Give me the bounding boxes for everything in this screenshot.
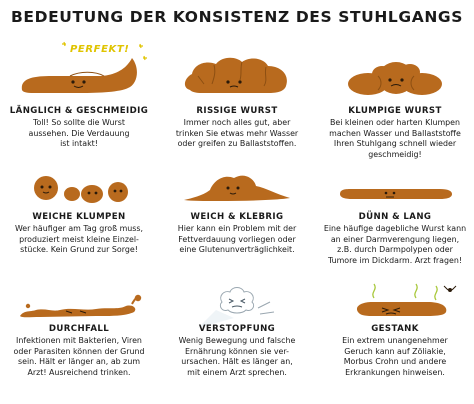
- item-label: WEICH & KLEBRIG: [190, 212, 284, 222]
- item-description: Wer häufiger am Tag groß muss, produziert meist kleine Einzel- stücke. Kein Grund zur Sorge!: [14, 224, 144, 255]
- perfekt-badge: PERFEKT!: [70, 44, 130, 55]
- illustration-long-smooth: [0, 38, 158, 100]
- item-label: LÄNGLICH & GESCHMEIDIG: [9, 106, 149, 116]
- item-label: DURCHFALL: [48, 324, 110, 334]
- item-verstopfung: [158, 276, 316, 398]
- item-label: VERSTOPFUNG: [198, 324, 276, 334]
- item-description: Ein extrem unangenehmer Geruch kann auf Zöliakie, Morbus Crohn und andere Erkrankungen hinweisen.: [342, 336, 448, 377]
- item-label: GESTANK: [371, 324, 419, 334]
- illustration-lumpy: [316, 38, 474, 100]
- item-description: Bei kleinen oder harten Klumpen machen Wasser und Ballaststoffe Ihren Stuhlgang schnell wieder geschmeidig!: [329, 118, 461, 159]
- item-weich-klebrig: [158, 160, 316, 282]
- item-gestank: [316, 276, 474, 398]
- item-description: Hier kann ein Problem mit der Fettverdauung vorliegen oder eine Glutenunverträglichkeit.: [177, 224, 297, 255]
- item-rissige-wurst: [158, 38, 316, 160]
- item-durchfall: [0, 276, 158, 398]
- item-klumpige-wurst: [316, 38, 474, 160]
- illustration-cracked: [158, 38, 316, 100]
- item-duenn-lang: [316, 160, 474, 282]
- item-laenglich-geschmeidig: [0, 38, 158, 160]
- item-label: KLUMPIGE WURST: [348, 106, 442, 116]
- item-description: Immer noch alles gut, aber trinken Sie etwas mehr Wasser oder greifen zu Ballaststoffen.: [175, 118, 299, 149]
- item-label: DÜNN & LANG: [358, 212, 432, 222]
- page-title: BEDEUTUNG DER KONSISTENZ DES STUHLGANGS: [11, 8, 463, 26]
- item-weiche-klumpen: [0, 160, 158, 282]
- item-description: Wenig Bewegung und falsche Ernährung können sie ver- ursachen. Hält es länger an, mit einem Arzt sprechen.: [178, 336, 296, 377]
- item-label: WEICHE KLUMPEN: [32, 212, 126, 222]
- item-label: RISSIGE WURST: [196, 106, 278, 116]
- item-description: Infektionen mit Bakterien, Viren oder Parasiten können der Grund sein. Hält er länger an, ab zum Arzt! Ausreichend trinken.: [13, 336, 145, 377]
- item-description: Eine häufige dagebliche Wurst kann an einer Darmverengung liegen, z.B. durch Darmpolypen oder Tumore im Dickdarm. Arzt fragen!: [323, 224, 467, 265]
- item-description: Toll! So sollte die Wurst aussehen. Die Verdauung ist intakt!: [28, 118, 130, 149]
